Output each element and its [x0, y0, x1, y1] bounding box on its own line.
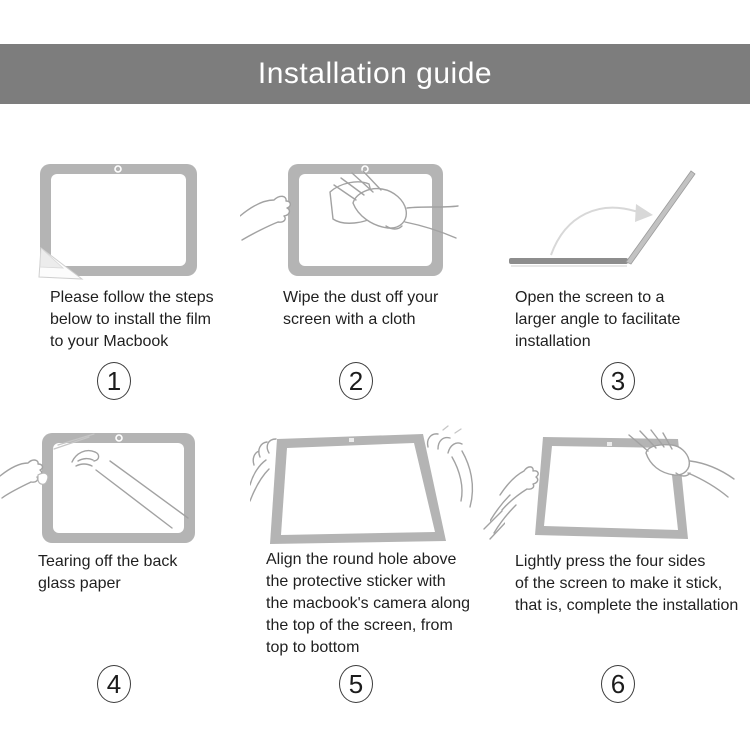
- step-6-caption: [515, 551, 750, 617]
- caption-line: larger angle to facilitate: [515, 311, 681, 328]
- step-number-circle: 1: [97, 362, 131, 400]
- step-3-caption: [515, 287, 703, 353]
- step-4-caption: [38, 551, 236, 595]
- caption-line: glass paper: [38, 575, 121, 592]
- device-screen: [51, 174, 186, 266]
- caption-line: Wipe the dust off your: [283, 289, 439, 306]
- camera-hole-icon: [607, 442, 612, 446]
- caption-line: the top of the screen, from: [266, 617, 453, 634]
- caption-line: the macbook's camera along: [266, 595, 471, 612]
- film-curl-icon: [38, 473, 48, 484]
- caption-line: Lightly press the four sides: [515, 553, 706, 570]
- open-laptop-icon: [495, 158, 725, 283]
- header-banner: [0, 44, 750, 104]
- screen-protector-peel-icon: [30, 158, 210, 283]
- left-pinch-hand-icon: [250, 439, 276, 501]
- caption-line: below to install the film: [50, 311, 211, 328]
- step-number-circle: 4: [97, 665, 131, 703]
- step-number-circle: 6: [601, 665, 635, 703]
- caption-line: Open the screen to a: [515, 289, 665, 306]
- step-number-circle: 2: [339, 362, 373, 400]
- left-hand-icon: [240, 196, 290, 240]
- wipe-screen-icon: [240, 158, 460, 283]
- caption-line: that is, complete the installation: [515, 597, 739, 614]
- step-number-circle: 3: [601, 362, 635, 400]
- caption-line: to your Macbook: [50, 333, 169, 350]
- caption-line: top to bottom: [266, 639, 360, 656]
- open-direction-arrow: [551, 208, 641, 255]
- step-5-illustration: [250, 425, 505, 555]
- step-2-illustration: [240, 158, 460, 288]
- step-6-illustration: [490, 425, 750, 555]
- left-hand-icon: [0, 460, 42, 498]
- caption-line: of the screen to make it stick,: [515, 575, 723, 592]
- step-2-caption: [283, 287, 461, 331]
- step-3-illustration: [495, 158, 725, 288]
- page-title: Installation guide: [257, 57, 493, 90]
- step-number-circle: 5: [339, 665, 373, 703]
- caption-line: installation: [515, 333, 591, 350]
- arrowhead-icon: [635, 204, 653, 222]
- left-holding-hand-icon: [490, 467, 538, 533]
- caption-line: Tearing off the back: [38, 553, 178, 570]
- camera-hole-icon: [349, 438, 354, 442]
- step-5-caption: [266, 549, 484, 659]
- align-film-icon: [250, 425, 505, 550]
- tear-back-paper-icon: [0, 428, 240, 550]
- caption-line: screen with a cloth: [283, 311, 416, 328]
- caption-line: the protective sticker with: [266, 573, 446, 590]
- caption-line: Please follow the steps: [50, 289, 214, 306]
- device-screen: [281, 443, 435, 535]
- step-1-illustration: [30, 158, 210, 288]
- press-sides-icon: [490, 425, 750, 550]
- laptop-base: [509, 258, 628, 264]
- step-1-caption: [50, 287, 228, 353]
- step-4-illustration: [0, 428, 240, 555]
- caption-line: Align the round hole above: [266, 551, 457, 568]
